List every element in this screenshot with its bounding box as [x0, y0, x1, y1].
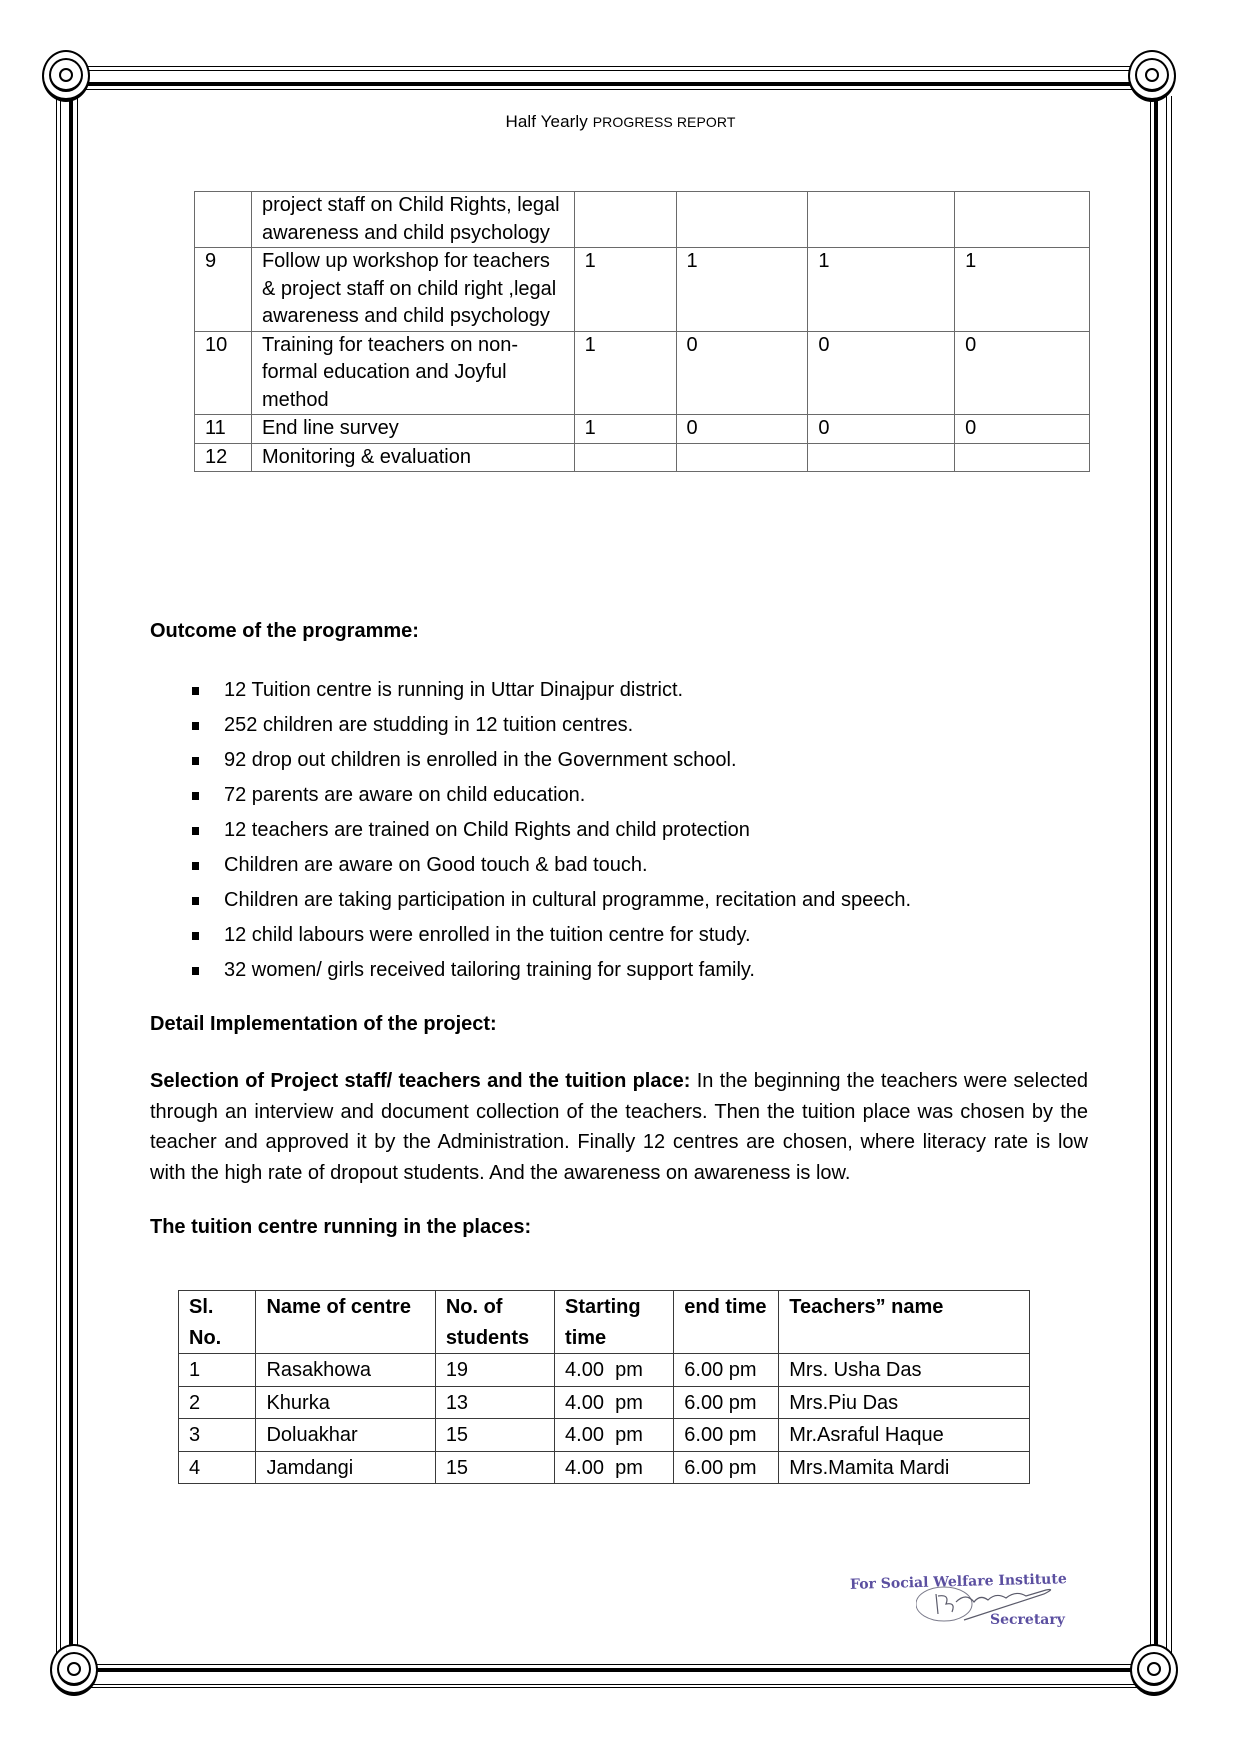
activity-no: 11: [195, 415, 252, 444]
sl-no: 1: [179, 1354, 256, 1387]
centre-name: Jamdangi: [256, 1451, 435, 1484]
teacher-name: Mr.Asraful Haque: [779, 1419, 1030, 1452]
running-header: [0, 112, 1241, 132]
activity-name: End line survey: [251, 415, 574, 444]
column-header: Starting time: [555, 1291, 674, 1354]
activity-value: [676, 443, 808, 472]
activity-value: 1: [574, 248, 676, 332]
page-border-right: [1150, 96, 1172, 1666]
list-item: [150, 708, 1050, 743]
activity-name: Follow up workshop for teachers & project staff on child right ,legal awareness and child psychology: [251, 248, 574, 332]
activity-no: 10: [195, 331, 252, 415]
table-row: [195, 248, 1090, 332]
student-count: 19: [435, 1354, 554, 1387]
square-bullet-icon: [192, 827, 199, 835]
list-item: [150, 848, 1050, 883]
page-border-left: [56, 96, 78, 1666]
square-bullet-icon: [192, 897, 199, 905]
centres-heading: The tuition centre running in the places:: [150, 1216, 532, 1238]
sl-no: 4: [179, 1451, 256, 1484]
list-item: [150, 918, 1050, 953]
end-time: 6.00 pm: [674, 1386, 779, 1419]
official-stamp: [848, 1571, 1088, 1634]
teacher-name: Mrs. Usha Das: [779, 1354, 1030, 1387]
start-time: 4.00 pm: [555, 1354, 674, 1387]
border-corner-ornament-icon: [1130, 1644, 1182, 1700]
activity-value: [808, 443, 955, 472]
centre-name: Khurka: [256, 1386, 435, 1419]
activity-value: [574, 192, 676, 248]
table-row: [195, 443, 1090, 472]
activity-name: Monitoring & evaluation: [251, 443, 574, 472]
list-item-text: 32 women/ girls received tailoring training for support family.: [224, 959, 755, 981]
activity-no: 12: [195, 443, 252, 472]
square-bullet-icon: [192, 792, 199, 800]
start-time: 4.00 pm: [555, 1419, 674, 1452]
table-row: [195, 192, 1090, 248]
stamp-organization: For Social Welfare Institute: [849, 1571, 1067, 1593]
table-row: [179, 1451, 1030, 1484]
activity-value: 0: [808, 415, 955, 444]
selection-text: In the beginning the teachers were selected through an interview and document collection of the teachers. Then the tuition place was chosen by the teacher and approved it by the Administration. Finally 12 centres are chosen, where literacy rate is low with the high rate of dropout students. And the awareness on awareness is low.: [150, 1070, 1088, 1184]
square-bullet-icon: [192, 687, 199, 695]
activity-value: 1: [574, 331, 676, 415]
list-item: [150, 813, 1050, 848]
table-row: [195, 331, 1090, 415]
start-time: 4.00 pm: [555, 1451, 674, 1484]
list-item-text: 72 parents are aware on child education.: [224, 784, 586, 806]
teacher-name: Mrs.Mamita Mardi: [779, 1451, 1030, 1484]
centre-name: Doluakhar: [256, 1419, 435, 1452]
list-item-text: 12 teachers are trained on Child Rights and child protection: [224, 819, 750, 841]
student-count: 13: [435, 1386, 554, 1419]
activity-value: 0: [808, 331, 955, 415]
activity-value: 0: [676, 415, 808, 444]
square-bullet-icon: [192, 967, 199, 975]
border-corner-ornament-icon: [50, 1644, 102, 1700]
start-time: 4.00 pm: [555, 1386, 674, 1419]
activity-no: 9: [195, 248, 252, 332]
list-item: [150, 673, 1050, 708]
header-title-smallcaps: PROGRESS REPORT: [592, 114, 736, 130]
square-bullet-icon: [192, 757, 199, 765]
list-item: [150, 883, 1050, 918]
activity-value: 1: [955, 248, 1090, 332]
column-header: end time: [674, 1291, 779, 1354]
list-item-text: 252 children are studding in 12 tuition centres.: [224, 714, 634, 736]
activity-value: 1: [574, 415, 676, 444]
list-item-text: 12 Tuition centre is running in Uttar Dinajpur district.: [224, 679, 684, 701]
activity-value: 0: [955, 331, 1090, 415]
header-title-prefix: Half Yearly: [505, 112, 588, 131]
page-border-bottom: [80, 1664, 1160, 1688]
selection-paragraph: [150, 1066, 1088, 1188]
list-item: [150, 743, 1050, 778]
table-row: [179, 1419, 1030, 1452]
activity-value: [955, 192, 1090, 248]
activity-name: project staff on Child Rights, legal awareness and child psychology: [251, 192, 574, 248]
page-border-top: [80, 66, 1160, 90]
list-item: [150, 953, 1050, 988]
activity-name: Training for teachers on non-formal education and Joyful method: [251, 331, 574, 415]
column-header: Sl. No.: [179, 1291, 256, 1354]
table-header-row: [179, 1291, 1030, 1354]
table-row: [179, 1354, 1030, 1387]
border-corner-ornament-icon: [1128, 50, 1180, 106]
activity-value: 1: [676, 248, 808, 332]
implementation-heading: Detail Implementation of the project:: [150, 1013, 497, 1035]
activity-value: [955, 443, 1090, 472]
selection-label: Selection of Project staff/ teachers and the tuition place:: [150, 1070, 691, 1092]
stamp-designation: Secretary: [990, 1612, 1065, 1628]
end-time: 6.00 pm: [674, 1419, 779, 1452]
column-header: No. of students: [435, 1291, 554, 1354]
list-item-text: Children are aware on Good touch & bad touch.: [224, 854, 648, 876]
teacher-name: Mrs.Piu Das: [779, 1386, 1030, 1419]
table-row: [195, 415, 1090, 444]
list-item-text: Children are taking participation in cultural programme, recitation and speech.: [224, 889, 912, 911]
list-item: [150, 778, 1050, 813]
activity-value: 0: [676, 331, 808, 415]
activity-no: [195, 192, 252, 248]
activity-value: [808, 192, 955, 248]
outcome-list: [150, 673, 1050, 988]
square-bullet-icon: [192, 862, 199, 870]
activity-value: [676, 192, 808, 248]
activity-value: 1: [808, 248, 955, 332]
activity-table: [194, 191, 1090, 472]
centre-table: [178, 1290, 1030, 1484]
square-bullet-icon: [192, 932, 199, 940]
column-header: Name of centre: [256, 1291, 435, 1354]
end-time: 6.00 pm: [674, 1354, 779, 1387]
student-count: 15: [435, 1451, 554, 1484]
student-count: 15: [435, 1419, 554, 1452]
list-item-text: 92 drop out children is enrolled in the Government school.: [224, 749, 737, 771]
outcome-heading: Outcome of the programme:: [150, 620, 419, 642]
activity-value: [574, 443, 676, 472]
square-bullet-icon: [192, 722, 199, 730]
end-time: 6.00 pm: [674, 1451, 779, 1484]
border-corner-ornament-icon: [42, 50, 94, 106]
sl-no: 2: [179, 1386, 256, 1419]
column-header: Teachers” name: [779, 1291, 1030, 1354]
sl-no: 3: [179, 1419, 256, 1452]
list-item-text: 12 child labours were enrolled in the tuition centre for study.: [224, 924, 751, 946]
centre-name: Rasakhowa: [256, 1354, 435, 1387]
table-row: [179, 1386, 1030, 1419]
activity-value: 0: [955, 415, 1090, 444]
